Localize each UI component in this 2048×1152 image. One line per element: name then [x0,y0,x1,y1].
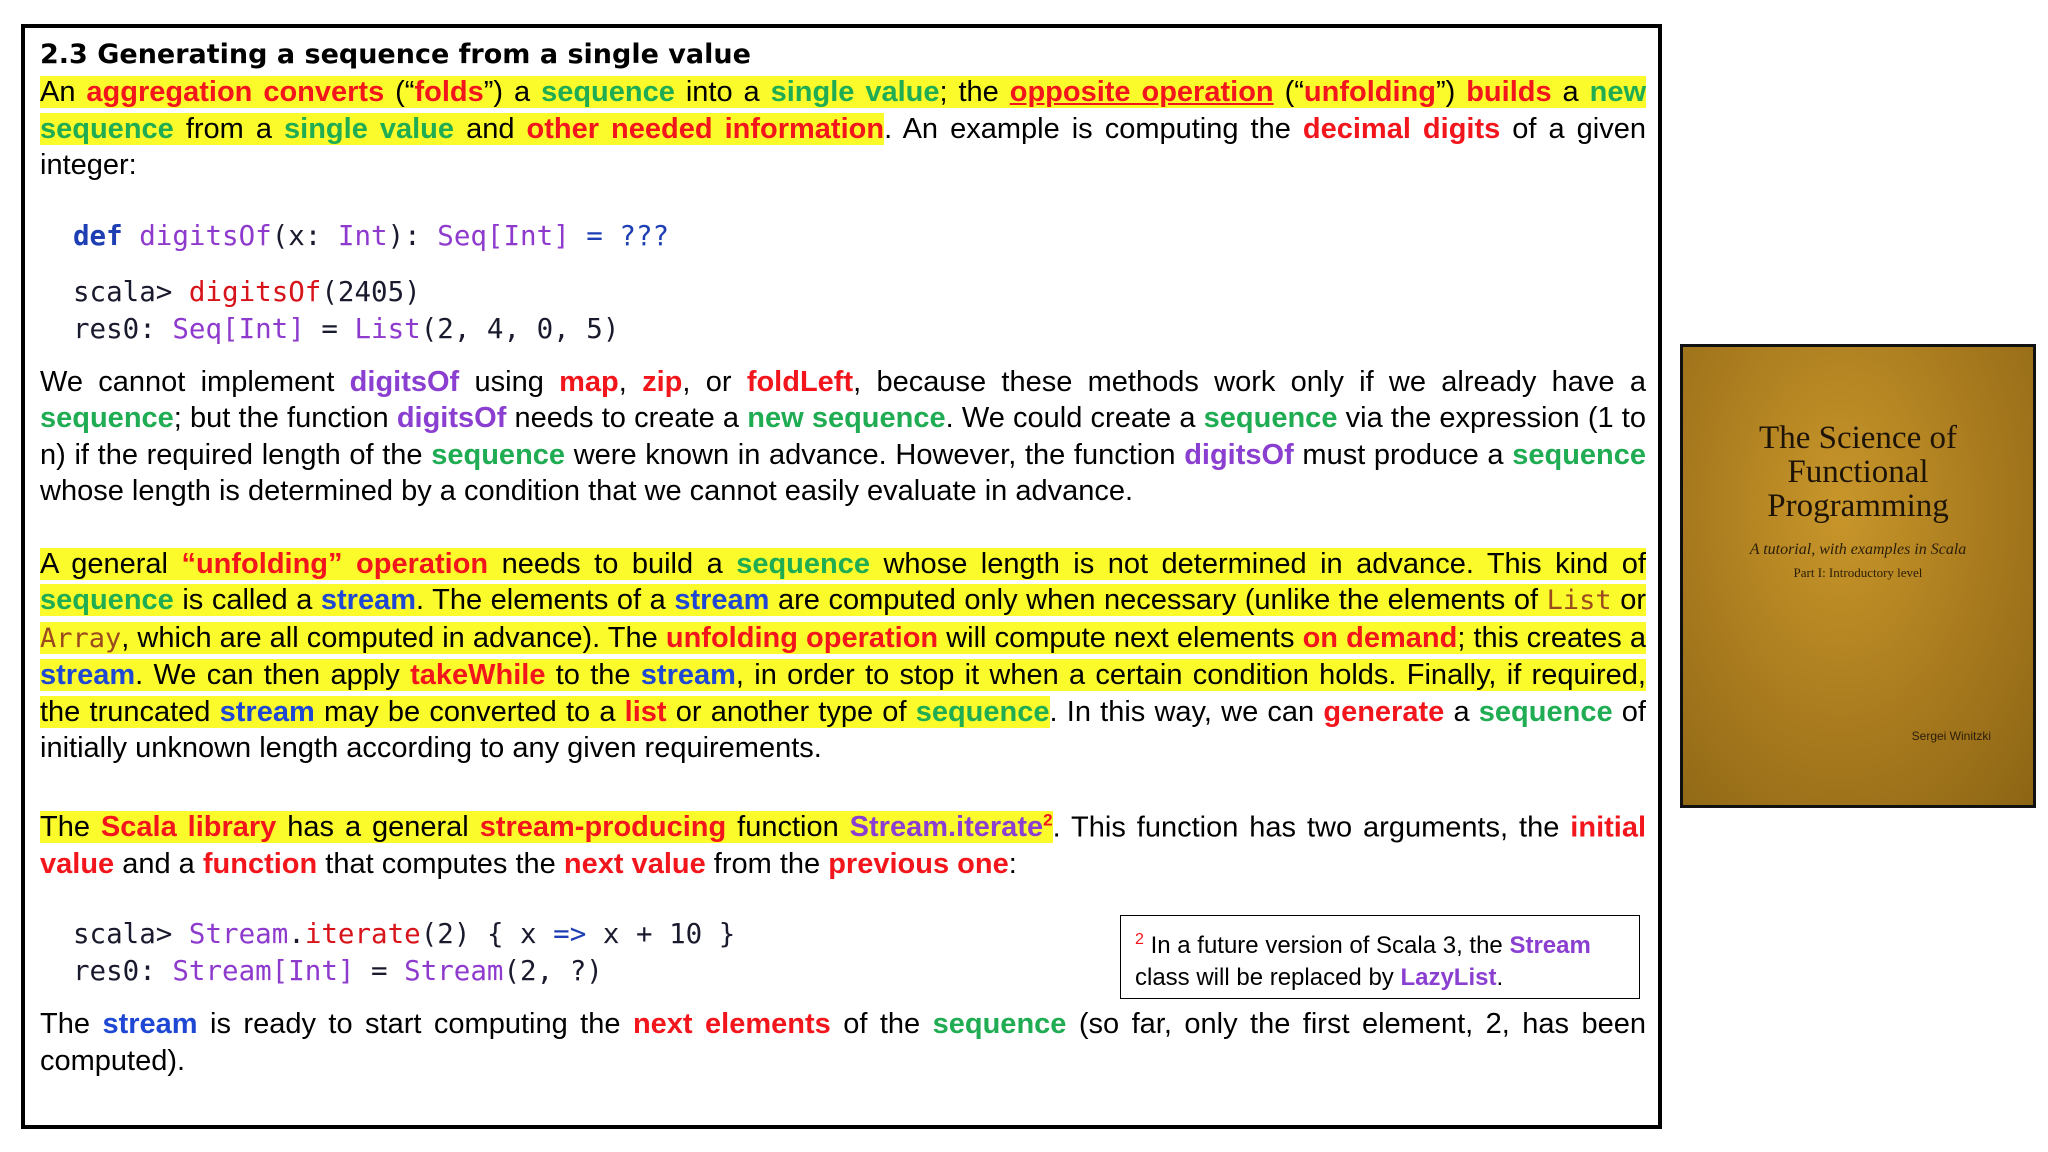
code-repl-stream: scala> Stream.iterate(2) { x => x + 10 } res0: Stream[Int] = Stream(2, ?) [73,918,736,988]
code-repl-digits: scala> digitsOf(2405) res0: Seq[Int] = List(2, 4, 0, 5) [73,275,620,345]
book-title: The Science of Functional Programming [1759,420,1957,524]
footnote-box: $^2$ In a future version of Scala 3, the Stream class will be replaced by LazyList. [1120,915,1640,999]
paragraph-intro: An aggregation converts (“folds”) a sequence into a single value; the opposite operation (“unfolding”) builds a new sequence from a single value and other needed information. An example is computing the decimal digits of a given integer: [40,76,1647,181]
code-signature: def digitsOf(x: Int): Seq[Int] = ??? [73,219,670,252]
book-part: Part I: Introductory level [1793,565,1923,580]
footnote-number: 2 [1135,931,1144,948]
book-subtitle: A tutorial, with examples in Scala [1749,541,1967,558]
book-cover [1680,344,2036,808]
book-author: Sergei Winitzki [1911,729,1991,743]
paragraph-unfolding: A general “unfolding” operation needs to build a sequence whose length is not determined in advance. This kind of sequence is called a stream. The elements of a stream are computed only when necessary (unlike the elements of List or Array, which are all computed in advance). The unfolding operation will compute next elements on demand; this creates a stream. We can then apply takeWhile to the stream, in order to stop it when a certain condition holds. Finally, if required, the truncated stream may be converted to a list or another type of sequence. In this way, we can generate a sequence of initially unknown length according to any given requirements. [40,547,1647,764]
paragraph-stream-iterate: The Scala library has a general stream-producing function Stream.iterate$^2$. This function has two arguments, the initial value and a function that computes the next value from the previous one: [40,810,1647,880]
paragraph-stream-ready: The stream is ready to start computing the next elements of the sequence (so far, only the first element, 2, has been computed). [40,1008,1647,1077]
paragraph-cannot-implement: We cannot implement digitsOf using map, zip, or foldLeft, because these methods work only if we already have a sequence; but the function digitsOf needs to create a new sequence. We could create a sequence via the expression (1 to n) if the required length of the sequence were known in advance. However, the function digitsOf must produce a sequence whose length is determined by a condition that we cannot easily evaluate in advance. [40,365,1647,507]
section-heading: 2.3 Generating a sequence from a single value [40,39,751,70]
